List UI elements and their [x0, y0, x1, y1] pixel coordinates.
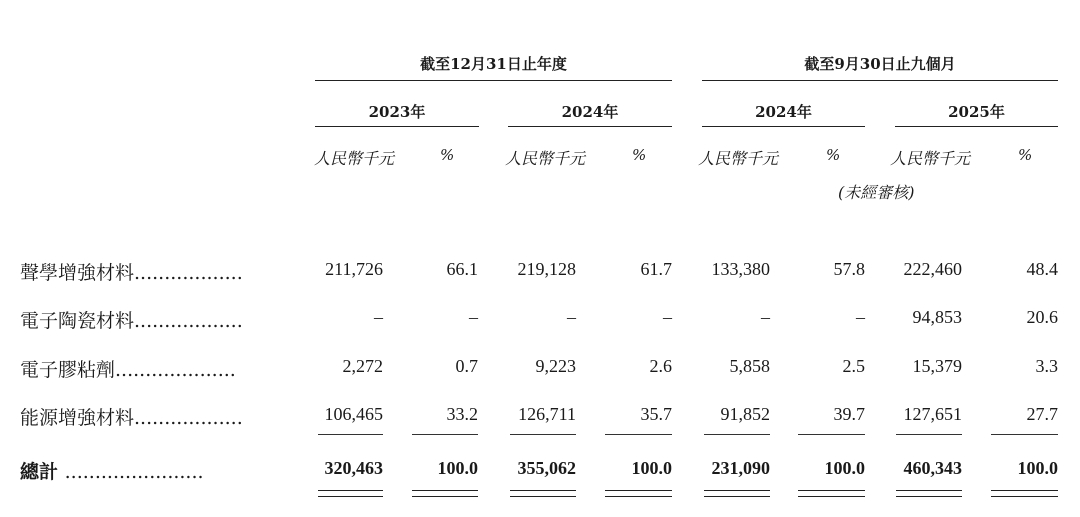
period-header-nine-months: 截至9月30日止九個月 [804, 55, 956, 73]
total-percent-cell: 100.0 [437, 458, 478, 478]
percent-cell: – [856, 307, 865, 327]
value-cell: 133,380 [711, 259, 770, 279]
subtotal-underline [605, 434, 672, 435]
percent-cell: 33.2 [446, 404, 478, 424]
year-rule-2024-annual [508, 126, 672, 127]
value-cell: – [374, 307, 383, 327]
total-percent-cell: 100.0 [631, 458, 672, 478]
subtotal-underline [704, 434, 770, 435]
unit-label: 人民幣千元 [698, 149, 779, 168]
year-rule-2023 [315, 126, 479, 127]
row-label: 電子膠粘劑.................... [20, 359, 236, 381]
year-rule-2024-interim [702, 126, 865, 127]
value-cell: 211,726 [325, 259, 383, 279]
percent-cell: – [663, 307, 672, 327]
subtotal-underline [896, 434, 962, 435]
value-cell: 127,651 [903, 404, 962, 424]
percent-label: % [632, 146, 647, 164]
value-cell: 222,460 [903, 259, 962, 279]
total-label: 總計 ....................... [20, 461, 204, 483]
year-rule-2025 [895, 126, 1058, 127]
percent-cell: 57.8 [833, 259, 865, 279]
percent-cell: 2.6 [649, 356, 672, 376]
period-header-annual: 截至12月31日止年度 [420, 55, 567, 73]
percent-label: % [826, 146, 841, 164]
total-value-cell: 355,062 [517, 458, 576, 478]
row-label: 能源增強材料.................. [20, 407, 243, 429]
total-double-underline [318, 490, 383, 497]
unit-label: 人民幣千元 [505, 149, 586, 168]
row-label: 電子陶瓷材料.................. [20, 310, 243, 332]
unaudited-note: (未經審核) [838, 183, 915, 202]
value-cell: 5,858 [729, 356, 770, 376]
year-header-2025: 2025年 [948, 103, 1005, 121]
percent-cell: 27.7 [1026, 404, 1058, 424]
value-cell: 219,128 [517, 259, 576, 279]
value-cell: – [567, 307, 576, 327]
year-header-2024-annual: 2024年 [561, 103, 619, 121]
total-value-cell: 460,343 [903, 458, 962, 478]
total-value-cell: 231,090 [711, 458, 770, 478]
subtotal-underline [412, 434, 478, 435]
subtotal-underline [991, 434, 1058, 435]
percent-cell: 48.4 [1026, 259, 1058, 279]
percent-cell: 20.6 [1026, 307, 1058, 327]
total-percent-cell: 100.0 [1017, 458, 1058, 478]
value-cell: 9,223 [535, 356, 576, 376]
unit-label: 人民幣千元 [890, 149, 971, 168]
value-cell: – [761, 307, 770, 327]
total-double-underline [704, 490, 770, 497]
percent-cell: 0.7 [455, 356, 478, 376]
subtotal-underline [510, 434, 576, 435]
total-double-underline [896, 490, 962, 497]
row-label: 聲學增強材料.................. [20, 262, 243, 284]
percent-cell: 39.7 [833, 404, 865, 424]
year-header-2023: 2023年 [368, 103, 426, 121]
percent-cell: 61.7 [640, 259, 672, 279]
total-double-underline [605, 490, 672, 497]
subtotal-underline [798, 434, 865, 435]
total-percent-cell: 100.0 [824, 458, 865, 478]
total-double-underline [798, 490, 865, 497]
percent-cell: 3.3 [1035, 356, 1058, 376]
unit-label: 人民幣千元 [314, 149, 395, 168]
percent-cell: – [469, 307, 478, 327]
value-cell: 2,272 [342, 356, 383, 376]
percent-cell: 2.5 [842, 356, 865, 376]
subtotal-underline [318, 434, 383, 435]
value-cell: 126,711 [518, 404, 576, 424]
period-rule-annual [315, 80, 672, 81]
total-double-underline [510, 490, 576, 497]
value-cell: 94,853 [912, 307, 962, 327]
percent-label: % [440, 146, 455, 164]
total-double-underline [412, 490, 478, 497]
value-cell: 15,379 [912, 356, 962, 376]
period-rule-nine-months [702, 80, 1058, 81]
percent-cell: 35.7 [640, 404, 672, 424]
total-double-underline [991, 490, 1058, 497]
total-value-cell: 320,463 [324, 458, 383, 478]
value-cell: 91,852 [720, 404, 770, 424]
value-cell: 106,465 [324, 404, 383, 424]
year-header-2024-interim: 2024年 [755, 103, 812, 121]
percent-label: % [1018, 146, 1033, 164]
percent-cell: 66.1 [446, 259, 478, 279]
